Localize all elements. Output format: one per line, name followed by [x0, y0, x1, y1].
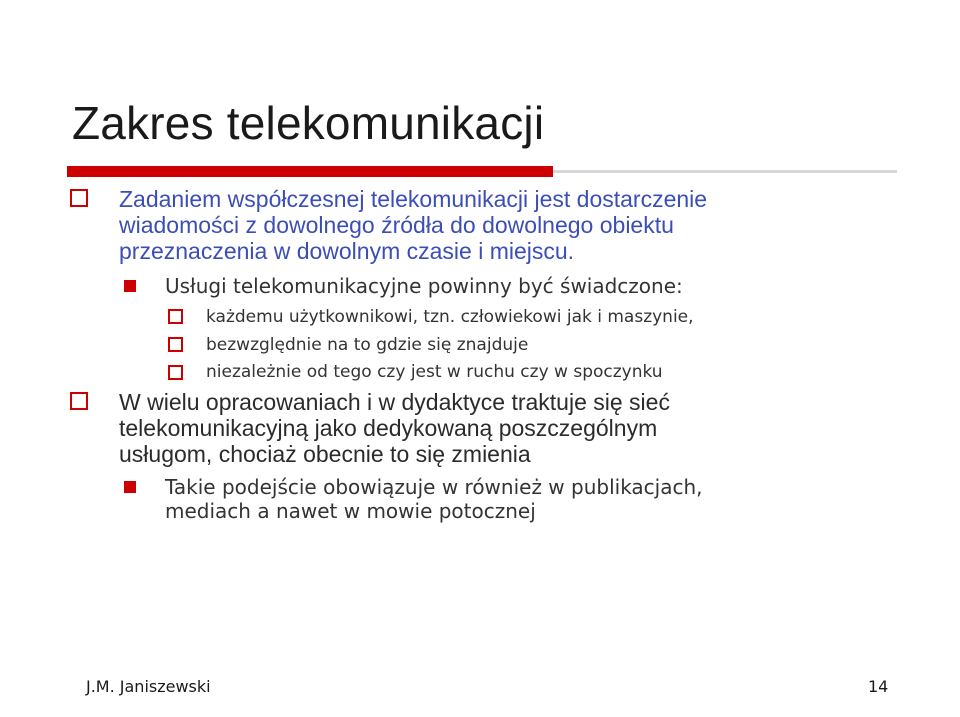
sub-sub-bullet-3: niezależnie od tego czy jest w ruchu czy w spoczynku [206, 362, 663, 382]
hollow-square-icon [70, 189, 88, 207]
bullet-1-line-3: przeznaczenia w dowolnym czasie i miejscu. [119, 238, 575, 264]
page-number: 14 [868, 677, 889, 696]
sub-sub-bullet-2: bezwzględnie na to gdzie się znajduje [206, 335, 529, 355]
sub-bullet-2-text [165, 475, 703, 523]
bullet-2-text [119, 389, 670, 467]
bullet-1-text [119, 186, 707, 264]
hollow-square-icon [168, 365, 183, 380]
title-underline-accent [67, 166, 553, 177]
footer-author: J.M. Janiszewski [86, 677, 211, 696]
bullet-2-line-2: telekomunikacyjną jako dedykowaną poszczególnym [119, 415, 658, 441]
bullet-2-line-3: usługom, chociaż obecnie to się zmienia [119, 441, 531, 467]
bullet-1-line-2: wiadomości z dowolnego źródła do dowolnego obiektu [119, 212, 674, 238]
hollow-square-icon [70, 392, 88, 410]
sub-bullet-1-text: Usługi telekomunikacyjne powinny być świadczone: [165, 274, 683, 298]
sub-sub-bullet-1: każdemu użytkownikowi, tzn. człowiekowi jak i maszynie, [206, 307, 694, 327]
filled-square-icon [124, 280, 136, 292]
bullet-2-line-1: W wielu opracowaniach i w dydaktyce traktuje się sieć [119, 389, 670, 415]
hollow-square-icon [168, 337, 183, 352]
hollow-square-icon [168, 309, 183, 324]
filled-square-icon [124, 481, 136, 493]
slide-title: Zakres telekomunikacji [72, 97, 545, 149]
sub-bullet-2-line-2: mediach a nawet w mowie potocznej [165, 499, 536, 523]
bullet-1-line-1: Zadaniem współczesnej telekomunikacji jest dostarczenie [119, 186, 708, 212]
title-underline-rule [553, 170, 897, 173]
sub-bullet-2-line-1: Takie podejście obowiązuje w również w publikacjach, [165, 475, 703, 499]
